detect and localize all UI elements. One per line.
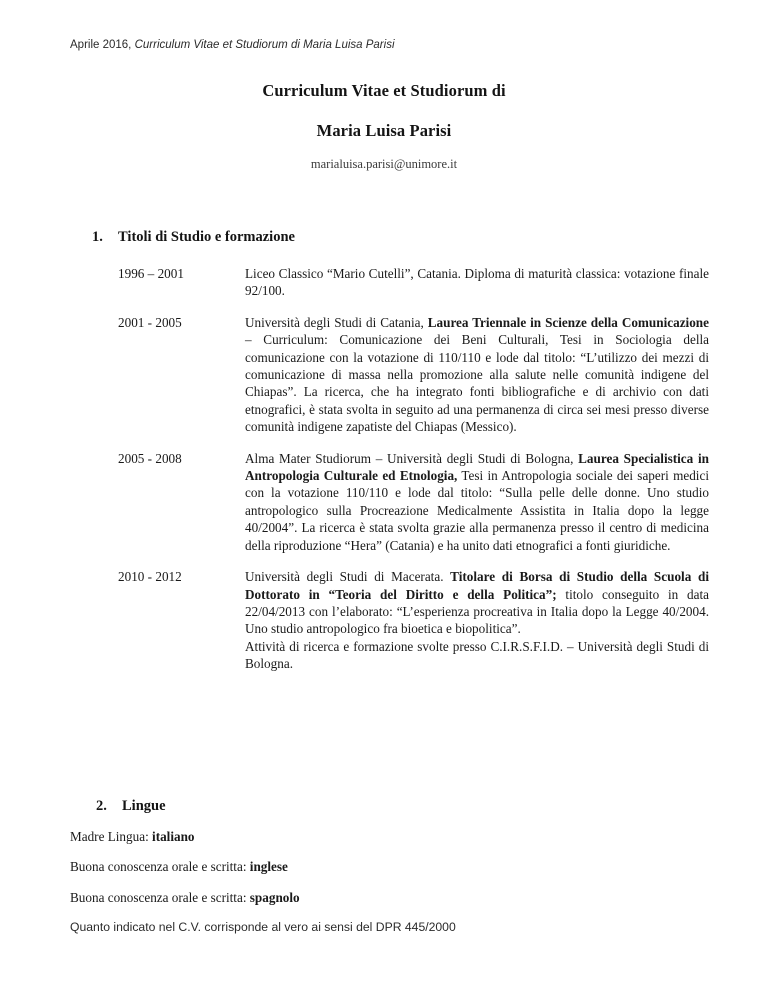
running-header-title: Curriculum Vitae et Studiorum di Maria Luisa Parisi xyxy=(134,39,395,51)
entry-paragraph xyxy=(245,265,709,300)
entry-dates: 2010 - 2012 xyxy=(118,569,182,585)
entry-emphasis: Titolare di Borsa di Studio della Scuola di Dottorato in “Teoria del Diritto e della Politica”; xyxy=(245,569,709,602)
language-label: Buona conoscenza orale e scritta: xyxy=(70,859,250,875)
entry-text: Liceo Classico “Mario Cutelli”, Catania. Diploma di maturità classica: votazione finale 92/100. xyxy=(245,266,709,299)
entry-emphasis: Laurea Specialistica in Antropologia Culturale ed Etnologia, xyxy=(245,450,709,484)
entry-emphasis: Laurea Triennale in Scienze della Comunicazione xyxy=(427,314,709,330)
language-label: Madre Lingua: xyxy=(70,829,153,844)
author-name: Maria Luisa Parisi xyxy=(316,121,452,140)
language-line xyxy=(70,889,700,906)
education-entry xyxy=(0,314,768,436)
language-value: italiano xyxy=(152,829,195,844)
education-entry-list xyxy=(0,265,768,687)
education-entry xyxy=(0,265,768,300)
entry-text: Alma Mater Studiorum – Università degli Studi di Bologna, xyxy=(245,450,579,466)
entry-description xyxy=(245,450,709,554)
section-heading-titoli xyxy=(92,228,295,247)
entry-dates: 1996 – 2001 xyxy=(118,266,184,281)
section-number: 1. xyxy=(92,229,103,245)
entry-paragraph xyxy=(245,450,709,554)
education-entry xyxy=(0,450,768,554)
section-heading-lingue xyxy=(96,797,166,816)
entry-paragraph xyxy=(245,638,709,673)
entry-text: Attività di ricerca e formazione svolte presso C.I.R.S.F.I.D. – Università degli Studi di Bologna. xyxy=(245,638,709,672)
language-line xyxy=(70,828,700,845)
running-header-date: Aprile 2016, xyxy=(70,39,135,51)
running-header xyxy=(70,38,700,52)
declaration-note: Quanto indicato nel C.V. corrisponde al vero ai sensi del DPR 445/2000 xyxy=(70,920,456,934)
language-label: Buona conoscenza orale e scritta: xyxy=(70,889,250,905)
entry-dates: 2005 - 2008 xyxy=(118,450,182,466)
entry-dates: 2001 - 2005 xyxy=(118,314,182,330)
entry-text: – Curriculum: Comunicazione dei Beni Culturali, Tesi in Sociologia della comunicazione con la votazione di 110/110 e lode dal titolo: “L’utilizzo dei mezzi di comunicazione di massa nella promozione alla salute nelle comunità indigene del Chiapas”. La ricerca, che ha integrato fonti bibliografiche e di archivio con dati etnografici, è stata svolta in seguito ad una permanenza di circa sei mesi presso diverse comunità indigene zapatiste del Chiapas (Messico). xyxy=(245,332,709,435)
entry-paragraph xyxy=(245,314,709,436)
entry-text: Tesi in Antropologia sociale dei saperi medici con la votazione 110/110 e lode dal titolo: “Sulla pelle delle donne. Uno studio antropologico sulla Procreazione Medicalmente Assistita in Italia dopo la legge 40/2004”. La ricerca è stata svolta grazie alla permanenza presso il centro di medicina della riproduzione “Hera” (Catania) e ha unito dati etnografici a fonti giuridiche. xyxy=(245,468,709,553)
language-value: inglese xyxy=(249,859,288,875)
entry-text: Università degli Studi di Catania, xyxy=(245,314,428,330)
language-value: spagnolo xyxy=(249,889,300,905)
section-label: Titoli di Studio e formazione xyxy=(118,229,295,245)
entry-paragraph xyxy=(245,568,709,638)
entry-description xyxy=(245,314,709,436)
page-title: Curriculum Vitae et Studiorum di xyxy=(262,81,506,100)
section-number: 2. xyxy=(96,798,107,814)
education-entry xyxy=(0,568,768,672)
language-line xyxy=(70,858,700,875)
languages-list xyxy=(70,828,700,919)
title-block xyxy=(0,80,768,173)
author-email: marialuisa.parisi@unimore.it xyxy=(310,157,458,171)
entry-description xyxy=(245,265,709,300)
section-label: Lingue xyxy=(122,798,166,814)
entry-text: Università degli Studi di Macerata. xyxy=(245,569,451,585)
entry-description xyxy=(245,568,709,672)
entry-text: titolo conseguito in data 22/04/2013 con l’elaborato: “L’esperienza procreativa in Italia dopo la Legge 40/2004. Uno studio antropologico fra bioetica e biopolitica”. xyxy=(245,586,709,637)
